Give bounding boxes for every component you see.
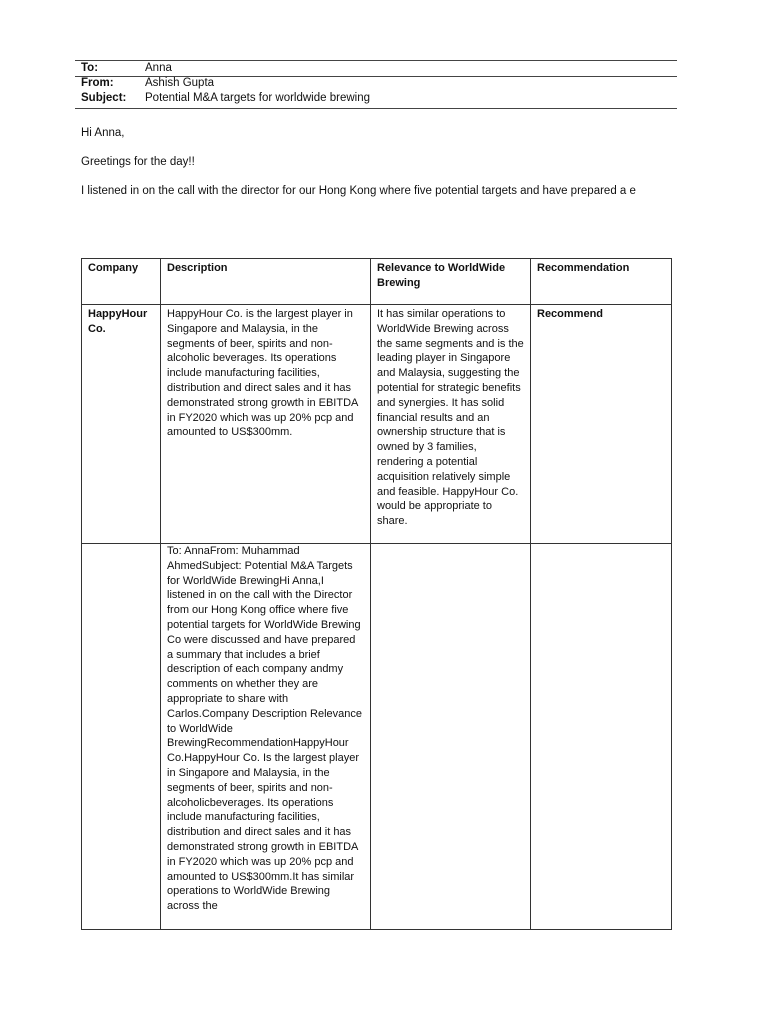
header-bottom-rule (75, 108, 677, 109)
to-value: Anna (145, 62, 172, 74)
greetings-line: Greetings for the day!! (81, 156, 195, 168)
to-label: To: (81, 62, 99, 74)
recommendation-cell: Recommend (531, 305, 672, 544)
description-cell (161, 544, 371, 930)
table-row (82, 305, 672, 544)
relevance-cell (371, 544, 531, 930)
from-row (81, 76, 214, 91)
from-value: Ashish Gupta (145, 77, 215, 89)
header-description: Description (161, 259, 371, 305)
description-cell: HappyHour Co. is the largest player in Singapore and Malaysia, in the segments of beer, spirits and non-alcoholic beverages. Its operations include manufacturing facilities, distribution and direct sales and it has demonstrated strong growth in EBITDA in FY2020 which was up 20% pcp and amounted to US$300mm. (161, 305, 371, 544)
subject-label: Subject: (81, 92, 127, 104)
to-row (81, 61, 172, 76)
header-recommendation: Recommendation (531, 259, 672, 305)
subject-value: Potential M&A targets for worldwide brewing (145, 92, 370, 104)
header-company: Company (82, 259, 161, 305)
intro-line: I listened in on the call with the director for our Hong Kong where five potential targets and have prepared a e (81, 185, 636, 197)
header-relevance: Relevance to WorldWide Brewing (371, 259, 531, 305)
subject-row (81, 91, 370, 106)
relevance-cell: It has similar operations to WorldWide Brewing across the same segments and is the leading player in Singapore and Malaysia, suggesting the potential for strategic benefits and synergies. It has solid financial results and an ownership structure that is owned by 3 families, rendering a potential acquisition relatively simple and feasible. HappyHour Co. would be appropriate to share. (371, 305, 531, 544)
greeting: Hi Anna, (81, 127, 125, 139)
description-text: To: AnnaFrom: Muhammad AhmedSubject: Potential M&A Targets for WorldWide BrewingHi Anna,I listened in on the call with the Director from our Hong Kong office where five potential targets for WorldWide Brewing Co were discussed and have prepared a summary that includes a brief description of each company andmy comments on whether they are appropriate to share with Carlos.Company Description Relevance to WorldWide BrewingRecommendationHappyHour Co.HappyHour Co. Is the largest player in Singapore and Malaysia, in the segments of beer, spirits and non-alcoholicbeverages. Its operations include manufacturing facilities, distribution and direct sales and it has demonstrated strong growth in EBITDA in FY2020 which was up 20% pcp and amounted to US$300mm.It has similar operations to WorldWide Brewing across the (167, 545, 363, 913)
company-cell (82, 544, 161, 930)
table-row (82, 544, 672, 930)
company-cell: HappyHour Co. (82, 305, 161, 544)
targets-table (81, 258, 672, 930)
recommendation-cell (531, 544, 672, 930)
table-header-row (82, 259, 672, 305)
from-label: From: (81, 77, 114, 89)
